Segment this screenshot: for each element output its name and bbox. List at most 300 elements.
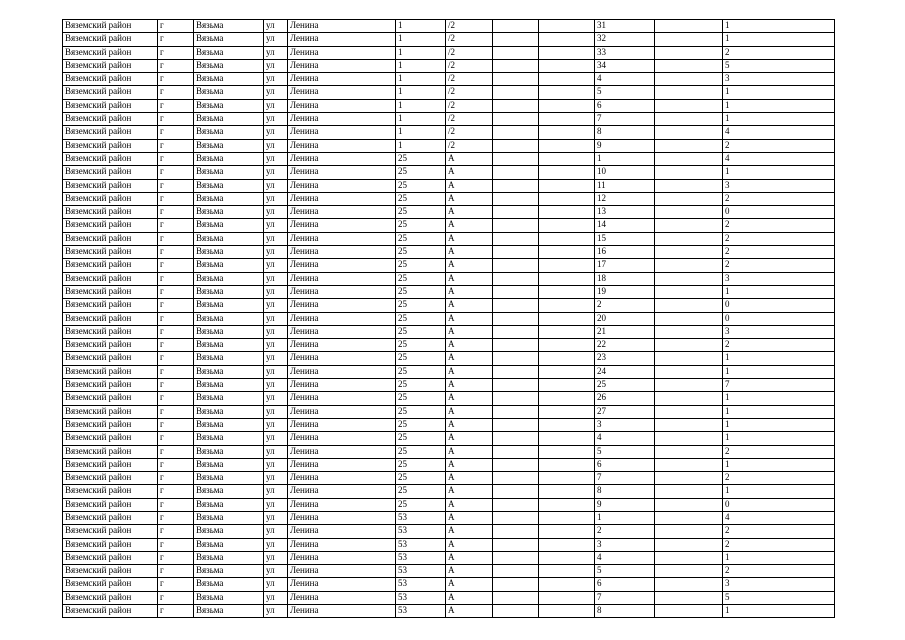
table-cell-house: 25 [396, 485, 446, 498]
table-cell-col8 [493, 139, 539, 152]
table-cell-col11 [655, 232, 723, 245]
table-cell-district: Вяземский район [63, 126, 158, 139]
table-cell-street: Ленина [288, 458, 396, 471]
table-cell-col11 [655, 73, 723, 86]
table-cell-building: А [446, 578, 493, 591]
table-cell-settlement: Вязьма [194, 538, 264, 551]
table-cell-col8 [493, 352, 539, 365]
table-cell-residents: 2 [723, 445, 835, 458]
table-cell-building: /2 [446, 99, 493, 112]
table-cell-building: А [446, 432, 493, 445]
table-cell-col8 [493, 591, 539, 604]
table-cell-col8 [493, 73, 539, 86]
table-cell-settlement-type: г [158, 272, 194, 285]
table-cell-apartment: 16 [595, 246, 655, 259]
table-cell-apartment: 4 [595, 551, 655, 564]
table-cell-house: 25 [396, 325, 446, 338]
table-cell-building: А [446, 379, 493, 392]
table-cell-district: Вяземский район [63, 99, 158, 112]
table-cell-apartment: 5 [595, 565, 655, 578]
table-cell-house: 1 [396, 139, 446, 152]
table-cell-apartment: 14 [595, 219, 655, 232]
table-cell-street-type: ул [264, 126, 288, 139]
table-cell-residents: 1 [723, 485, 835, 498]
table-cell-settlement-type: г [158, 59, 194, 72]
table-cell-house: 25 [396, 312, 446, 325]
table-cell-settlement: Вязьма [194, 445, 264, 458]
table-cell-street-type: ул [264, 418, 288, 431]
table-cell-col9 [539, 578, 595, 591]
table-cell-col8 [493, 339, 539, 352]
table-cell-col8 [493, 152, 539, 165]
table-cell-settlement: Вязьма [194, 339, 264, 352]
table-cell-street: Ленина [288, 472, 396, 485]
table-cell-settlement-type: г [158, 392, 194, 405]
table-cell-building: А [446, 591, 493, 604]
table-cell-apartment: 2 [595, 525, 655, 538]
table-cell-settlement-type: г [158, 565, 194, 578]
table-cell-building: /2 [446, 20, 493, 33]
table-cell-col9 [539, 206, 595, 219]
table-cell-col9 [539, 458, 595, 471]
table-cell-apartment: 5 [595, 86, 655, 99]
table-cell-street: Ленина [288, 126, 396, 139]
table-cell-house: 25 [396, 152, 446, 165]
table-cell-settlement-type: г [158, 86, 194, 99]
table-cell-street-type: ул [264, 219, 288, 232]
table-cell-settlement: Вязьма [194, 472, 264, 485]
table-cell-settlement-type: г [158, 525, 194, 538]
table-cell-street-type: ул [264, 405, 288, 418]
table-cell-settlement: Вязьма [194, 113, 264, 126]
table-cell-col8 [493, 525, 539, 538]
table-cell-col9 [539, 285, 595, 298]
table-cell-col8 [493, 192, 539, 205]
table-cell-building: А [446, 418, 493, 431]
table-cell-district: Вяземский район [63, 259, 158, 272]
table-row [63, 73, 835, 86]
table-cell-street-type: ул [264, 511, 288, 524]
table-cell-street-type: ул [264, 152, 288, 165]
table-cell-apartment: 17 [595, 259, 655, 272]
table-cell-col8 [493, 578, 539, 591]
table-cell-building: А [446, 405, 493, 418]
table-cell-col8 [493, 511, 539, 524]
table-cell-col9 [539, 498, 595, 511]
table-cell-street: Ленина [288, 46, 396, 59]
table-row [63, 432, 835, 445]
table-cell-col9 [539, 511, 595, 524]
table-cell-district: Вяземский район [63, 445, 158, 458]
table-row [63, 86, 835, 99]
table-cell-settlement-type: г [158, 432, 194, 445]
table-cell-settlement-type: г [158, 139, 194, 152]
table-cell-district: Вяземский район [63, 591, 158, 604]
table-cell-district: Вяземский район [63, 33, 158, 46]
table-cell-apartment: 3 [595, 538, 655, 551]
table-row [63, 259, 835, 272]
table-cell-residents: 4 [723, 511, 835, 524]
table-cell-col11 [655, 246, 723, 259]
table-cell-house: 25 [396, 246, 446, 259]
table-cell-building: А [446, 246, 493, 259]
table-cell-street: Ленина [288, 259, 396, 272]
table-row [63, 285, 835, 298]
table-cell-building: А [446, 605, 493, 618]
table-cell-settlement-type: г [158, 232, 194, 245]
table-cell-street: Ленина [288, 591, 396, 604]
table-cell-building: А [446, 458, 493, 471]
table-cell-house: 53 [396, 525, 446, 538]
table-cell-col8 [493, 325, 539, 338]
table-cell-col9 [539, 312, 595, 325]
table-cell-residents: 4 [723, 126, 835, 139]
table-cell-street-type: ул [264, 498, 288, 511]
table-cell-street: Ленина [288, 206, 396, 219]
table-cell-street-type: ул [264, 325, 288, 338]
table-row [63, 591, 835, 604]
table-cell-street: Ленина [288, 392, 396, 405]
table-cell-district: Вяземский район [63, 206, 158, 219]
table-cell-apartment: 1 [595, 511, 655, 524]
table-cell-building: А [446, 285, 493, 298]
table-cell-street-type: ул [264, 299, 288, 312]
table-cell-house: 53 [396, 565, 446, 578]
table-cell-district: Вяземский район [63, 46, 158, 59]
table-cell-settlement: Вязьма [194, 525, 264, 538]
table-cell-district: Вяземский район [63, 312, 158, 325]
table-cell-col9 [539, 405, 595, 418]
table-cell-apartment: 11 [595, 179, 655, 192]
table-cell-street-type: ул [264, 379, 288, 392]
table-cell-residents: 1 [723, 458, 835, 471]
table-row [63, 565, 835, 578]
table-cell-col9 [539, 272, 595, 285]
table-cell-building: А [446, 272, 493, 285]
table-cell-residents: 3 [723, 73, 835, 86]
table-cell-settlement-type: г [158, 166, 194, 179]
table-cell-residents: 2 [723, 525, 835, 538]
table-cell-apartment: 33 [595, 46, 655, 59]
table-cell-settlement: Вязьма [194, 259, 264, 272]
table-cell-residents: 2 [723, 472, 835, 485]
table-cell-house: 25 [396, 498, 446, 511]
table-row [63, 179, 835, 192]
table-cell-house: 1 [396, 86, 446, 99]
table-cell-settlement-type: г [158, 219, 194, 232]
table-cell-building: /2 [446, 126, 493, 139]
table-cell-building: /2 [446, 113, 493, 126]
table-cell-col9 [539, 418, 595, 431]
table-cell-col11 [655, 312, 723, 325]
table-cell-house: 25 [396, 472, 446, 485]
table-cell-settlement: Вязьма [194, 73, 264, 86]
table-cell-residents: 2 [723, 259, 835, 272]
table-cell-col8 [493, 259, 539, 272]
table-cell-apartment: 31 [595, 20, 655, 33]
table-cell-street: Ленина [288, 299, 396, 312]
table-cell-col11 [655, 418, 723, 431]
table-cell-settlement: Вязьма [194, 232, 264, 245]
table-cell-col8 [493, 179, 539, 192]
table-cell-col8 [493, 166, 539, 179]
table-cell-building: А [446, 565, 493, 578]
table-cell-settlement: Вязьма [194, 166, 264, 179]
table-row [63, 445, 835, 458]
table-cell-street: Ленина [288, 578, 396, 591]
table-cell-street: Ленина [288, 192, 396, 205]
table-cell-street-type: ул [264, 485, 288, 498]
table-cell-district: Вяземский район [63, 418, 158, 431]
table-cell-col9 [539, 126, 595, 139]
table-cell-apartment: 2 [595, 299, 655, 312]
table-cell-street: Ленина [288, 565, 396, 578]
table-cell-street: Ленина [288, 20, 396, 33]
table-cell-district: Вяземский район [63, 325, 158, 338]
table-cell-street-type: ул [264, 525, 288, 538]
table-cell-street: Ленина [288, 525, 396, 538]
table-cell-col9 [539, 445, 595, 458]
table-cell-street-type: ул [264, 605, 288, 618]
table-body [63, 20, 835, 618]
table-cell-settlement: Вязьма [194, 46, 264, 59]
table-cell-apartment: 6 [595, 578, 655, 591]
table-cell-apartment: 4 [595, 73, 655, 86]
table-cell-settlement: Вязьма [194, 418, 264, 431]
table-cell-col11 [655, 432, 723, 445]
table-row [63, 379, 835, 392]
table-cell-col11 [655, 166, 723, 179]
table-cell-street: Ленина [288, 445, 396, 458]
table-cell-settlement-type: г [158, 511, 194, 524]
table-cell-district: Вяземский район [63, 525, 158, 538]
table-cell-house: 53 [396, 605, 446, 618]
table-cell-house: 25 [396, 272, 446, 285]
table-cell-residents: 0 [723, 312, 835, 325]
table-cell-col8 [493, 405, 539, 418]
table-cell-apartment: 10 [595, 166, 655, 179]
table-cell-street: Ленина [288, 485, 396, 498]
table-cell-settlement: Вязьма [194, 272, 264, 285]
table-cell-house: 53 [396, 538, 446, 551]
table-cell-col11 [655, 551, 723, 564]
table-cell-street: Ленина [288, 405, 396, 418]
table-row [63, 219, 835, 232]
table-cell-building: А [446, 152, 493, 165]
table-cell-street: Ленина [288, 498, 396, 511]
table-cell-col11 [655, 405, 723, 418]
table-row [63, 59, 835, 72]
table-cell-street: Ленина [288, 272, 396, 285]
table-cell-house: 25 [396, 219, 446, 232]
table-cell-settlement: Вязьма [194, 325, 264, 338]
table-cell-col11 [655, 578, 723, 591]
table-cell-street: Ленина [288, 73, 396, 86]
table-cell-col9 [539, 73, 595, 86]
table-cell-col11 [655, 591, 723, 604]
table-cell-col8 [493, 365, 539, 378]
table-cell-settlement: Вязьма [194, 405, 264, 418]
table-cell-house: 25 [396, 352, 446, 365]
table-cell-settlement-type: г [158, 418, 194, 431]
table-cell-settlement: Вязьма [194, 551, 264, 564]
table-cell-house: 1 [396, 59, 446, 72]
table-cell-residents: 2 [723, 139, 835, 152]
table-cell-house: 1 [396, 99, 446, 112]
table-cell-house: 25 [396, 259, 446, 272]
table-cell-settlement-type: г [158, 246, 194, 259]
table-cell-residents: 1 [723, 285, 835, 298]
table-cell-district: Вяземский район [63, 179, 158, 192]
table-cell-building: /2 [446, 139, 493, 152]
table-cell-street-type: ул [264, 565, 288, 578]
table-cell-apartment: 27 [595, 405, 655, 418]
table-cell-settlement-type: г [158, 325, 194, 338]
table-cell-house: 25 [396, 379, 446, 392]
table-cell-settlement: Вязьма [194, 179, 264, 192]
table-cell-settlement-type: г [158, 405, 194, 418]
table-cell-street-type: ул [264, 166, 288, 179]
table-cell-col11 [655, 325, 723, 338]
table-cell-district: Вяземский район [63, 565, 158, 578]
table-row [63, 418, 835, 431]
table-cell-district: Вяземский район [63, 299, 158, 312]
table-cell-residents: 1 [723, 86, 835, 99]
table-cell-street-type: ул [264, 272, 288, 285]
table-row [63, 152, 835, 165]
table-cell-residents: 2 [723, 339, 835, 352]
table-cell-col11 [655, 392, 723, 405]
table-cell-residents: 1 [723, 551, 835, 564]
table-cell-building: А [446, 472, 493, 485]
table-cell-col11 [655, 605, 723, 618]
table-cell-col8 [493, 565, 539, 578]
table-cell-residents: 0 [723, 498, 835, 511]
table-cell-settlement: Вязьма [194, 485, 264, 498]
table-cell-district: Вяземский район [63, 605, 158, 618]
table-cell-street-type: ул [264, 86, 288, 99]
table-cell-street-type: ул [264, 59, 288, 72]
table-cell-residents: 1 [723, 418, 835, 431]
table-cell-building: /2 [446, 46, 493, 59]
table-cell-col8 [493, 392, 539, 405]
table-cell-settlement-type: г [158, 206, 194, 219]
table-cell-apartment: 26 [595, 392, 655, 405]
table-cell-district: Вяземский район [63, 432, 158, 445]
table-row [63, 525, 835, 538]
table-cell-street-type: ул [264, 99, 288, 112]
table-cell-col9 [539, 339, 595, 352]
table-cell-col11 [655, 458, 723, 471]
table-cell-col11 [655, 285, 723, 298]
table-cell-apartment: 7 [595, 472, 655, 485]
table-cell-street-type: ул [264, 20, 288, 33]
table-cell-col8 [493, 272, 539, 285]
table-cell-street: Ленина [288, 511, 396, 524]
table-cell-district: Вяземский район [63, 392, 158, 405]
table-cell-settlement-type: г [158, 33, 194, 46]
table-cell-street: Ленина [288, 339, 396, 352]
table-cell-street: Ленина [288, 325, 396, 338]
table-cell-residents: 7 [723, 379, 835, 392]
table-cell-building: /2 [446, 59, 493, 72]
table-row [63, 485, 835, 498]
table-cell-settlement: Вязьма [194, 352, 264, 365]
table-cell-house: 53 [396, 551, 446, 564]
table-cell-col8 [493, 498, 539, 511]
table-cell-col8 [493, 299, 539, 312]
table-cell-col11 [655, 259, 723, 272]
table-cell-col9 [539, 259, 595, 272]
table-cell-settlement: Вязьма [194, 498, 264, 511]
table-row [63, 365, 835, 378]
table-cell-col11 [655, 352, 723, 365]
table-cell-house: 25 [396, 192, 446, 205]
table-cell-building: А [446, 511, 493, 524]
table-cell-street: Ленина [288, 59, 396, 72]
table-cell-residents: 2 [723, 565, 835, 578]
table-cell-col9 [539, 379, 595, 392]
table-cell-residents: 0 [723, 299, 835, 312]
table-cell-col11 [655, 20, 723, 33]
table-cell-settlement-type: г [158, 259, 194, 272]
table-cell-street: Ленина [288, 551, 396, 564]
table-cell-col9 [539, 525, 595, 538]
table-cell-district: Вяземский район [63, 472, 158, 485]
table-cell-building: А [446, 538, 493, 551]
table-row [63, 206, 835, 219]
table-cell-apartment: 18 [595, 272, 655, 285]
table-cell-settlement-type: г [158, 126, 194, 139]
table-cell-residents: 1 [723, 166, 835, 179]
table-cell-house: 25 [396, 206, 446, 219]
table-cell-residents: 5 [723, 591, 835, 604]
table-cell-district: Вяземский район [63, 458, 158, 471]
table-cell-settlement-type: г [158, 152, 194, 165]
table-cell-house: 25 [396, 418, 446, 431]
table-row [63, 33, 835, 46]
table-cell-street: Ленина [288, 605, 396, 618]
table-cell-col9 [539, 605, 595, 618]
table-cell-col9 [539, 485, 595, 498]
table-cell-settlement: Вязьма [194, 139, 264, 152]
table-cell-residents: 1 [723, 20, 835, 33]
table-cell-col9 [539, 113, 595, 126]
table-cell-col8 [493, 99, 539, 112]
table-cell-building: А [446, 498, 493, 511]
table-cell-col9 [539, 352, 595, 365]
table-cell-street-type: ул [264, 139, 288, 152]
table-cell-building: /2 [446, 73, 493, 86]
table-row [63, 113, 835, 126]
table-cell-settlement-type: г [158, 46, 194, 59]
table-cell-building: А [446, 259, 493, 272]
table-row [63, 511, 835, 524]
table-cell-col11 [655, 179, 723, 192]
table-cell-apartment: 6 [595, 99, 655, 112]
table-cell-col9 [539, 565, 595, 578]
table-cell-col8 [493, 605, 539, 618]
table-cell-street-type: ул [264, 33, 288, 46]
table-cell-street-type: ул [264, 432, 288, 445]
table-cell-col8 [493, 458, 539, 471]
table-cell-col11 [655, 299, 723, 312]
table-cell-settlement-type: г [158, 285, 194, 298]
table-cell-col11 [655, 525, 723, 538]
table-cell-residents: 2 [723, 192, 835, 205]
table-row [63, 498, 835, 511]
table-cell-street: Ленина [288, 246, 396, 259]
